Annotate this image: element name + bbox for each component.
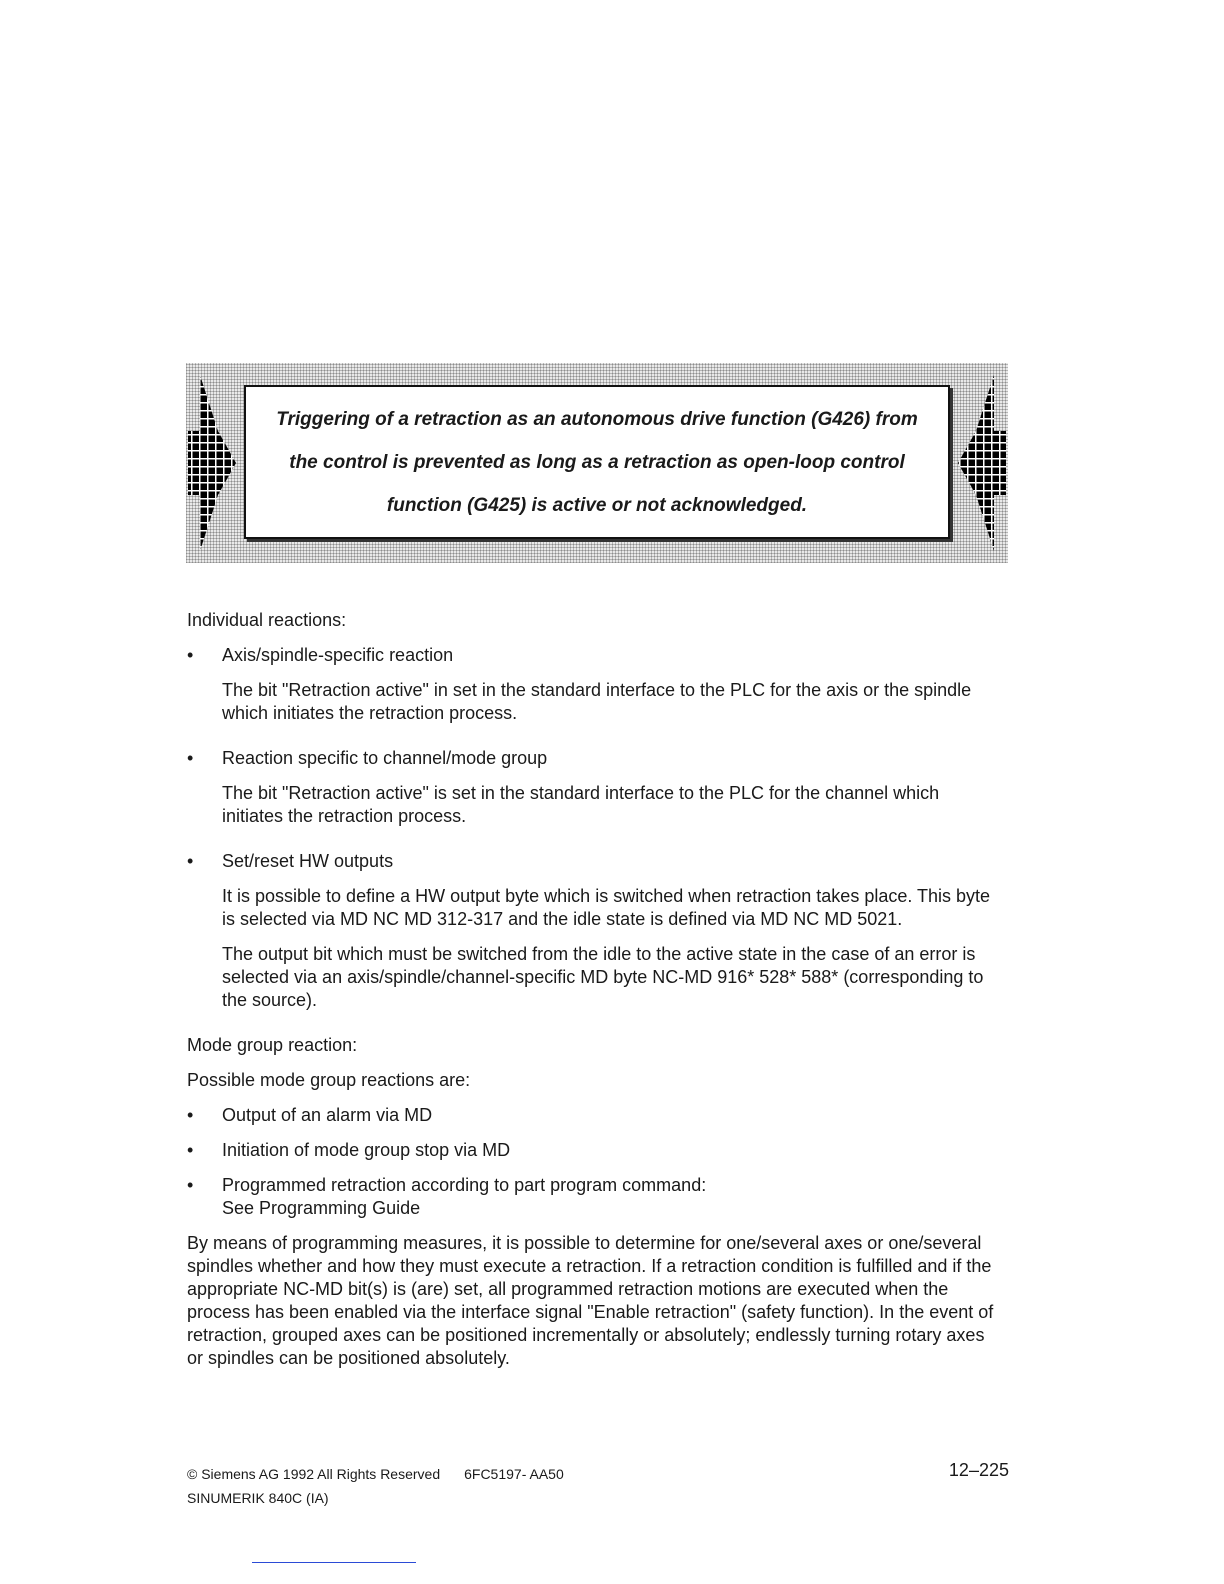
list-item: [187, 1104, 997, 1127]
list-item-description: The output bit which must be switched from the idle to the active state in the case of an error is selected via an axis/spindle/channel-specific MD byte NC-MD 916* 528* 588* (corresponding to the source).: [222, 944, 984, 1010]
list-item-description: The bit "Retraction active" is set in the standard interface to the PLC for the channel which initiates the retraction process.: [222, 783, 940, 826]
notice-line: Triggering of a retraction as an autonomous drive function (G426) from: [276, 408, 918, 430]
notice-line: function (G425) is active or not acknowledged.: [386, 494, 808, 516]
list-item-title: Programmed retraction according to part program command:: [222, 1175, 707, 1195]
list-item-title: Initiation of mode group stop via MD: [222, 1140, 511, 1160]
list-item: [187, 1174, 997, 1220]
caution-arrow-icon: [188, 375, 238, 551]
list-item-title: Axis/spindle-specific reaction: [222, 645, 454, 665]
bottom-rule: [252, 1562, 416, 1563]
bullet-icon: •: [187, 1140, 194, 1160]
main-content: [187, 609, 997, 1370]
bullet-icon: •: [187, 1175, 194, 1195]
order-number: 6FC5197- AA50: [464, 1466, 564, 1482]
list-item-title: Output of an alarm via MD: [222, 1105, 433, 1125]
caution-arrow-icon: [956, 375, 1006, 551]
bullet-icon: •: [187, 1105, 194, 1125]
list-item-description: The bit "Retraction active" in set in the standard interface to the PLC for the axis or the spindle which initiates the retraction process.: [222, 680, 972, 723]
copyright-text: © Siemens AG 1992 All Rights Reserved: [187, 1466, 441, 1482]
bullet-icon: •: [187, 645, 194, 665]
list-item: [187, 850, 997, 873]
product-name: SINUMERIK 840C (IA): [187, 1490, 329, 1506]
footer-copyright-line: [187, 1464, 564, 1484]
list-item-title: Set/reset HW outputs: [222, 851, 394, 871]
list-item-description: It is possible to define a HW output byte which is switched when retraction takes place. This byte is selected via MD NC MD 312-317 and the idle state is defined via MD NC MD 5021.: [222, 886, 991, 929]
list-item: [187, 1139, 997, 1162]
bullet-icon: •: [187, 851, 194, 871]
mode-group-intro: Possible mode group reactions are:: [187, 1070, 471, 1090]
list-item: [187, 644, 997, 667]
mode-group-heading: Mode group reaction:: [187, 1035, 358, 1055]
caution-notice: [186, 363, 1008, 563]
list-item-title: Reaction specific to channel/mode group: [222, 748, 548, 768]
notice-panel: [244, 385, 950, 539]
notice-line: the control is prevented as long as a retraction as open-loop control: [289, 451, 905, 473]
page-number: 12–225: [948, 1460, 1009, 1480]
list-item: [187, 747, 997, 770]
individual-reactions-heading: Individual reactions:: [187, 610, 347, 630]
closing-paragraph: By means of programming measures, it is possible to determine for one/several axes or one/several spindles whether and how they must execute a retraction. If a retraction condition is fulfilled and if the appropriate NC-MD bit(s) is (are) set, all programmed retraction motions are executed when the process has been enabled via the interface signal "Enable retraction" (safety function). In the event of retraction, grouped axes can be positioned incrementally or absolutely; endlessly turning rotary axes or spindles can be positioned absolutely.: [187, 1233, 994, 1368]
bullet-icon: •: [187, 748, 194, 768]
list-item-subtitle: See Programming Guide: [222, 1198, 421, 1218]
